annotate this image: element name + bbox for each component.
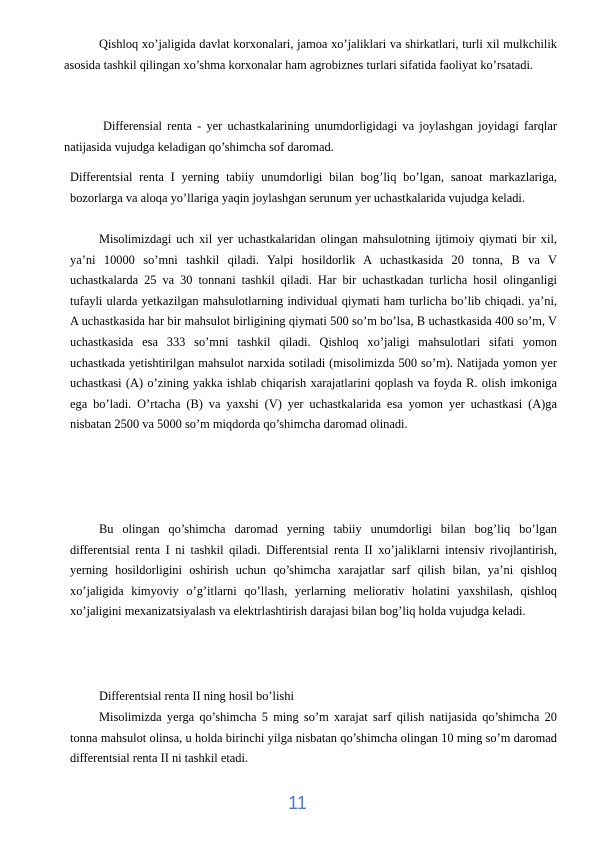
paragraph-differential-rent-definition: Differensial renta - yer uchastkalarining unumdorligidagi va joylashgan joyidagi farqlar natijasida vujudga keladigan qo’shimcha sof daromad. <box>64 119 557 154</box>
paragraph-differential-rent-1: Differentsial renta I yerning tabiiy unumdorligi bilan bog’liq bo’lgan, sanoat markazlariga, bozorlarga va aloqa yo’llariga yaqin joylashgan serunum yer uchastkalarida vujudga keladi. <box>70 170 557 205</box>
paragraph-example-plots: Misolimizdagi uch xil yer uchastkalaridan olingan mahsulotning ijtimoiy qiymati bir xil, ya’ni 10000 so’mni tashkil qiladi. Yalpi hosildorlik A uchastkasida 20 tonna, B va V uchastkalarda 25 va 30 tonnani tashkil qiladi. Har bir uchastkadan turlicha hosil olinganligi tufayli ularda yetkazilgan mahsulotlarning individual qiymati ham turlicha bo’lib chiqadi. ya’ni, A uchastkasida har bir mahsulot birligining qiymati 500 so’m bo’lsa, B uchastkasida 400 so’m, V uchastkasida esa 333 so’mni tashkil qiladi. Qishloq xo’jaligi mahsulotlari sifati yomon uchastkada yetishtirilgan mahsulot narxida sotiladi (misolimizda 500 so’m). Natijada yomon yer uchastkasi (A) o’zining yakka ishlab chiqarish xarajatlarini qoplash va foyda R. olish imkoniga ega bo’ladi. O’rtacha (B) va yaxshi (V) yer uchastkalarida esa yomon yer uchastkasi (A)ga nisbatan 2500 va 5000 so’m miqdorda qo’shimcha daromad olinadi. <box>70 232 557 432</box>
section-heading-rent-2-formation: Differentsial renta II ning hosil bo’lishi <box>99 689 294 703</box>
paragraph-agrobusiness-types: Qishloq xo’jaligida davlat korxonalari, jamoa xo’jaliklari va shirkatlari, turli xil mulkchilik asosida tashkil qilingan xo’shma korxonalar ham agrobiznes turlari sifatida faoliyat ko’rsatadi. <box>64 37 557 72</box>
page-number: 11 <box>288 793 307 813</box>
paragraph-differential-rent-2: Bu olingan qo’shimcha daromad yerning tabiiy unumdorligi bilan bog’liq bo’lgan differentsial renta I ni tashkil qiladi. Differentsial renta II xo’jaliklarni intensiv rivojlantirish, yerning hosildorligini oshirish uchun qo’shimcha xarajatlar sarf qilish bilan, ya’ni qishloq xo’jaligida kimyoviy o’g’itlarni qo’llash, yerlarning meliorativ holatini yaxshilash, qishloq xo’jaligini mexanizatsiyalash va elektrlashtirish darajasi bilan bog’liq holda vujudga keladi. <box>70 522 557 619</box>
paragraph-rent-2-example: Misolimizda yerga qo’shimcha 5 ming so’m xarajat sarf qilish natijasida qo’shimcha 20 tonna mahsulot olinsa, u holda birinchi yilga nisbatan qo’shimcha olingan 10 ming so’m daromad differentsial renta II ni tashkil etadi. <box>70 710 557 766</box>
